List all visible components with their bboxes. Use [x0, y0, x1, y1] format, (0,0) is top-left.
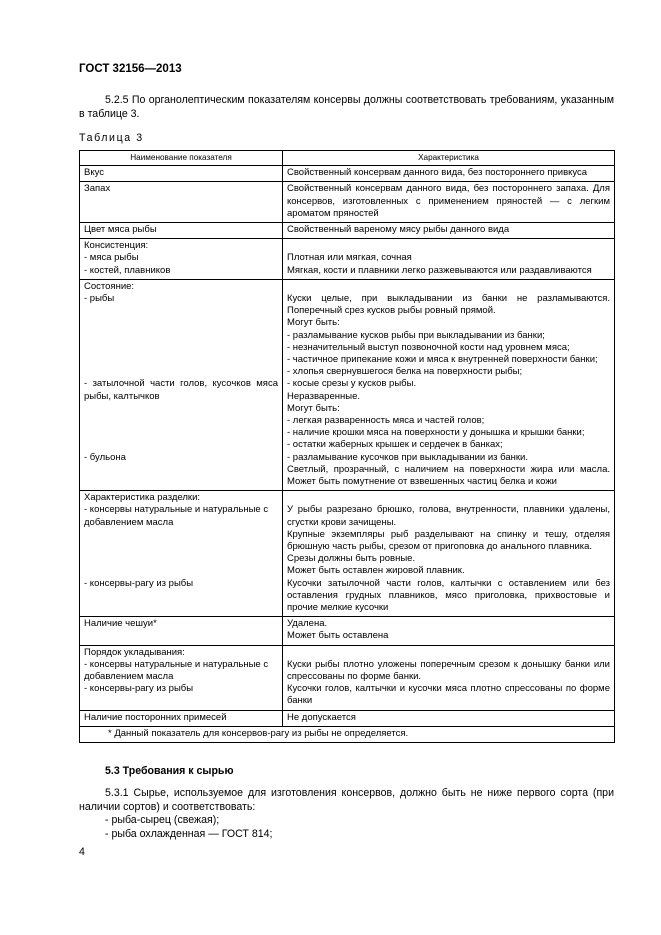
- row-name: [80, 491, 283, 617]
- value-line: Может быть оставлена: [287, 630, 389, 642]
- section-paragraph: 5.3.1 Сырье, используемое для изготовления консервов, должно быть не ниже первого сорта (при наличии сортов) и соответствовать:: [79, 787, 614, 813]
- row-sub-label: - консервы-рагу из рыбы: [84, 683, 194, 695]
- list-item: - рыба-сырец (свежая);: [105, 814, 220, 826]
- list-item: - рыба охлажденная — ГОСТ 814;: [105, 828, 273, 840]
- value-line: Могут быть:: [287, 402, 340, 414]
- table-row: [80, 645, 615, 710]
- row-name: Цвет мяса рыбы: [80, 223, 283, 239]
- row-sub-label: - костей, плавников: [84, 264, 171, 276]
- row-sub-label: - затылочной части голов, кусочков мяса рыбы, калтычков: [84, 378, 278, 402]
- value-line: - легкая разваренность мяса и частей голов;: [287, 415, 485, 427]
- row-value: [283, 645, 615, 710]
- value-line: Кусочки затылочной части голов, калтычки с оставлением или без оставления грудных плавников, мясо приголовка, прихвостовые и прочие мелкие кусочки: [287, 577, 610, 614]
- table-row: [80, 279, 615, 490]
- value-line: Удалена.: [287, 618, 328, 630]
- row-value: Свойственный консервам данного вида, без постороннего запаха. Для консервов, изготовленных с применением пряностей — с легким ароматом пряностей: [283, 182, 615, 223]
- table-caption: Таблица 3: [79, 132, 144, 144]
- table-footnote-row: [80, 726, 615, 742]
- row-sub-label: - консервы натуральные и натуральные с добавлением масла: [84, 658, 269, 683]
- value-line: - остатки жаберных крышек и сердечек в банках;: [287, 439, 503, 451]
- row-name: Наличие посторонних примесей: [80, 710, 283, 726]
- value-line: Мягкая, кости и плавники легко разжевываются или раздавливаются: [287, 264, 592, 276]
- value-line: - разламывание кусков рыбы при выкладывании из банки;: [287, 329, 545, 341]
- value-line: Куски рыбы плотно уложены поперечным срезом к донышку банки или спрессованы по форме банки.: [287, 658, 610, 683]
- value-line: - частичное припекание кожи и мяса к внутренней поверхности банки;: [287, 354, 598, 366]
- value-line: Крупные экземпляры рыб разделывают на спинку и тешу, отделяя брюшную часть рыбы, срезом от пригоповка до анального плавника.: [287, 528, 610, 553]
- table-row: [80, 182, 615, 223]
- value-line: Может быть оставлен жировой плавник.: [287, 565, 465, 577]
- row-value: Не допускается: [283, 710, 615, 726]
- document-code: ГОСТ 32156—2013: [79, 63, 182, 75]
- value-line: - косые срезы у кусков рыбы.: [287, 378, 417, 390]
- table-row: [80, 239, 615, 280]
- value-line: - хлопья свернувшегося белка на поверхности рыбы;: [287, 366, 523, 378]
- value-line: - разламывание кусочков при выкладывании из банки.: [287, 451, 529, 463]
- value-line: Кусочки голов, калтычки и кусочки мяса плотно спрессованы по форме банки: [287, 683, 610, 707]
- row-name-main: Порядок укладывания:: [84, 646, 185, 658]
- row-sub-label: - рыбы: [84, 293, 115, 305]
- row-name-main: Консистенция:: [84, 240, 149, 252]
- table-row: [80, 491, 615, 617]
- row-sub-label: - консервы-рагу из рыбы: [84, 577, 194, 589]
- value-line: - наличие крошки мяса на поверхности у донышка и крышки банки;: [287, 427, 585, 439]
- row-sub-label: - консервы натуральные и натуральные с добавлением масла: [84, 504, 269, 528]
- col-header-characteristic: Характеристика: [283, 151, 615, 166]
- page-number: 4: [79, 846, 85, 858]
- row-value: [283, 239, 615, 280]
- table-row: [80, 617, 615, 645]
- row-name: [80, 645, 283, 710]
- row-name-main: Характеристика разделки:: [84, 492, 201, 504]
- table-header-row: [80, 151, 615, 166]
- row-name-main: Состояние:: [84, 280, 135, 292]
- row-value: Свойственный консервам данного вида, без постороннего привкуса: [283, 166, 615, 182]
- organoleptic-table: [79, 150, 615, 743]
- row-value: Свойственный вареному мясу рыбы данного вида: [283, 223, 615, 239]
- value-line: У рыбы разрезано брюшко, голова, внутренности, плавники удалены, сгустки крови зачищены.: [287, 504, 610, 528]
- value-line: - незначительный выступ позвоночной кости над уровнем мяса;: [287, 341, 570, 353]
- row-value: [283, 617, 615, 645]
- row-name: [80, 279, 283, 490]
- row-name: Вкус: [80, 166, 283, 182]
- row-name: Наличие чешуи*: [80, 617, 283, 645]
- row-sub-label: - бульона: [84, 451, 126, 463]
- value-line: Неразваренные.: [287, 390, 360, 402]
- row-value: [283, 491, 615, 617]
- value-line: Плотная или мягкая, сочная: [287, 252, 412, 264]
- value-line: Светлый, прозрачный, с наличием на поверхности жира или масла. Может быть помутнение от взвешенных частиц белка и кожи: [287, 463, 610, 488]
- table-row: [80, 166, 615, 182]
- table-footnote: * Данный показатель для консервов-рагу из рыбы не определяется.: [80, 726, 615, 742]
- row-sub-label: - мяса рыбы: [84, 252, 139, 264]
- row-name: Запах: [80, 182, 283, 223]
- section-title: 5.3 Требования к сырью: [105, 765, 234, 777]
- value-line: Срезы должны быть ровные.: [287, 553, 416, 565]
- row-name: [80, 239, 283, 280]
- table-row: [80, 710, 615, 726]
- row-value: [283, 279, 615, 490]
- value-line: Куски целые, при выкладывании из банки не разламываются. Поперечный срез кусков рыбы ровный прямой.: [287, 293, 610, 317]
- table-row: [80, 223, 615, 239]
- intro-paragraph: 5.2.5 По органолептическим показателям консервы должны соответствовать требованиям, указанным в таблице 3.: [79, 94, 614, 120]
- col-header-name: Наименование показателя: [80, 151, 283, 166]
- value-line: Могут быть:: [287, 317, 340, 329]
